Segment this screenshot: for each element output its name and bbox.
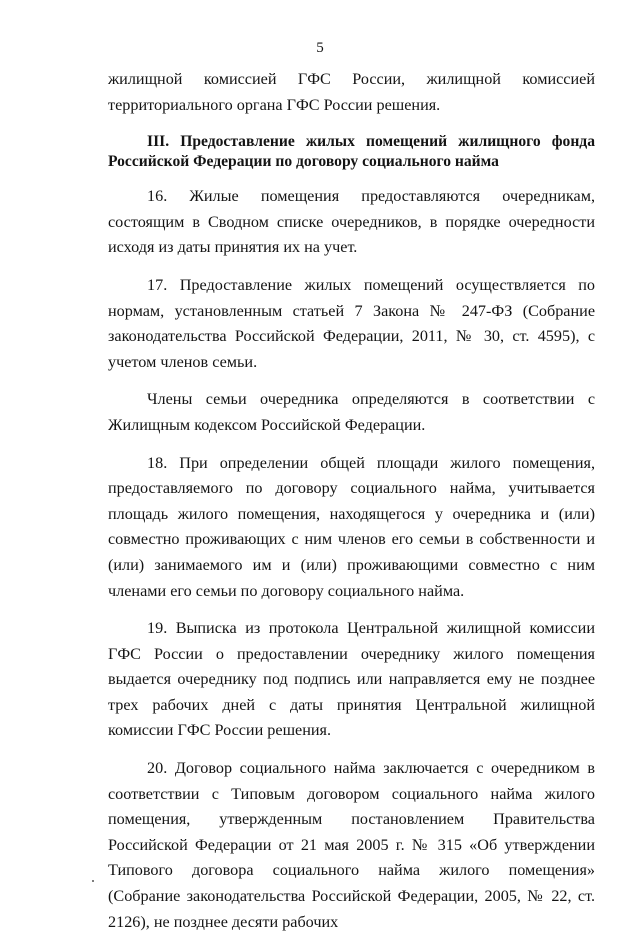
section-heading: III. Предоставление жилых помещений жилищного фонда Российской Федерации по договору социального найма (108, 133, 595, 171)
paragraph-19: 19. Выписка из протокола Центральной жилищной комиссии ГФС России о предоставлении очереднику жилого помещения выдается очереднику под подпись или направляется ему не позднее трех рабочих дней с даты принятия Центральной жилищной комиссии ГФС России решения. (108, 619, 595, 740)
paragraph-17-family-members: Члены семьи очередника определяются в соответствии с Жилищным кодексом Российской Федерации. (108, 390, 595, 434)
document-body (108, 67, 595, 947)
paragraph-18: 18. При определении общей площади жилого помещения, предоставляемого по договору социального найма, учитывается площадь жилого помещения, находящегося у очередника и (или) совместно проживающих с ним членов его семьи в собственности и (или) занимаемого им и (или) проживающими совместно с ним членами его семьи по договору социального найма. (108, 453, 595, 600)
scan-artifact-dot (92, 880, 94, 882)
paragraph-continuation: жилищной комиссией ГФС России, жилищной комиссией территориального органа ГФС России решения. (108, 70, 595, 114)
paragraph-17: 17. Предоставление жилых помещений осуществляется по нормам, установленным статьей 7 Закона № 247-ФЗ (Собрание законодательства Российской Федерации, 2011, № 30, ст. 4595), с учетом членов семьи. (108, 275, 595, 371)
paragraph-20: 20. Договор социального найма заключается с очередником в соответствии с Типовым договором социального найма жилого помещения, утвержденным постановлением Правительства Российской Федерации от 21 мая 2005 г. № 315 «Об утверждении Типового договора социального найма жилого помещения» (Собрание законодательства Российской Федерации, 2005, № 22, ст. 2126), не позднее десяти рабочих (108, 759, 595, 931)
paragraph-16: 16. Жилые помещения предоставляются очередникам, состоящим в Сводном списке очередников, в порядке очередности исходя из даты принятия их на учет. (108, 187, 595, 257)
page-number: 5 (316, 40, 324, 56)
